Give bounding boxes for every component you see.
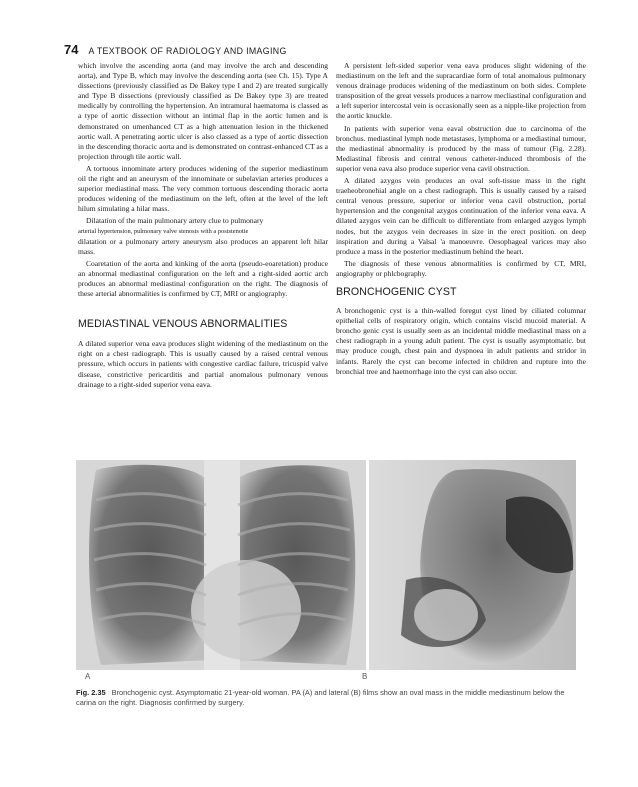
lateral-chest-film (369, 460, 576, 670)
caption-text: Bronchogenic cyst. Asymptomatic 21-year-old woman. PA (A) and lateral (B) films show an oval mass in the middle mediastinum below the carina on the right. Diagnosis confirmed by surgery. (76, 688, 565, 707)
paragraph: A dilated superior vena eava produces slight widening of the mediastinum on the right on a chest radiograph. This is usually caused by a raised central venous pressure, which occurs in patients with congestive cardiac failure, tricuspid valve disease, constrictive pericarditis and partial anomalous pulmonary venous drainage to a right-sided superior vena eava. (78, 339, 328, 389)
left-column (78, 61, 328, 392)
paragraph: A dilated azygos vein produces an oval soft-tissue mass in the right traeheobronehial angle on a chest radiograph. This is usually caused by a raised central venous pressure, superior or inferior vena cavil obstruction, portal hypertension and the congenital azygos continuation of the inferior vena eava. A dilated azygos vein can be difficult to differentiate from enlarged azygos lymph nodes, but the azygos vein decreases in size in the erect position. on deep inspiration and during a Valsal 'a manoeuvre. Oesophageal varices may also produce a mass in the posterior mediastinum behind the heart. (336, 176, 586, 256)
running-title: A TEXTBOOK OF RADIOLOGY AND IMAGING (88, 46, 287, 56)
paragraph: which involve the ascending aorta (and may involve the arch and descending aorta), and Type B, which may involve the descending aorta (see Ch. 15). Type A dissections (previously classified as De Bakey type I and 2) are treated surgically and Type B dissections (previously classified as De Bakey type 3) are treated medically by controlling the hypertension. An intramural haematoma is classed as a type of aortic dissection without an intimal flap in the aortic lumen and is demonstrated on umenhanced CT as a high attenuation lesion in the thickened aortic wall. A penetrating aortic ulcer is also classed as a type of aortic dissection in the descending thoracic aorta and is demonstrated on contrast-enhanced CT as a projection through tile aortic wall. (78, 61, 328, 161)
paragraph: A tortuous innominate artery produces widening of the superior mediastinum oil the right and an aneurysm of the innominate or subelavian arteries produces a superior mediastinal mass. The very common tortuous descending thoracic aorta produces widening of the mediastinum on the left, often at the level of the left hilum simulating a hilar mass. (78, 163, 328, 214)
paragraph: dilatation or a pulmonary artery aneurysm also produces an apparent left hilar mass. (78, 236, 328, 256)
paragraph: Dilatation of the main pulmonary artery clue to pulmonary (86, 216, 264, 226)
page-header (64, 42, 584, 58)
paragraph: arterial hypertension, pulmonary valve stenosis with a poststenotie (78, 227, 249, 235)
paragraph: A persistent left-sided superior vena eava produces slight widening of the mediastinum on the left and the supracardiae form of total anomalous pulmonary venous drainage produces widening of the mediastinum on both sides. Complete transposition of the great vessels produces a narrow mecliastinal configuration and a left superior intercostal vein is occasionally seen as a nipple-like projection from the aortic knuckle. (336, 61, 586, 121)
paragraph: A bronchogenic cyst is a thin-walled foregut cyst lined by ciliated columnar epithelial cells of respiratory origin, which contains viscid mucoid material. A broncho genic cyst is usually seen as an incidental middle mediastinal mass on a chest radiograph in a young adult patient. The cyst is usually asymptomatic. but may produce cough, chest pain and dyspnoea in adult patients and stridor in infants. Rarely the cyst can become infected in children and rupture into the bronchial tree and haemorrhage into the cyst can also occur. (336, 306, 586, 376)
figure-radiographs (76, 460, 576, 685)
panel-label-b: B (362, 672, 368, 681)
paragraph: The diagnosis of these venous abnormalities is confirmed by CT, MRI, angiography or phlcbography. (336, 258, 586, 278)
figure-caption (76, 688, 581, 708)
figure-number: Fig. 2.35 (76, 688, 106, 697)
paragraph: Coaretation of the aorta and kinking of the aorta (pseudo-eoaretation) produce an abnormal mediastinal configuration on the left and a right-sided aortic arch produces an abnormal mediastinal configuration on the right. The diagnosis of these arterial abnormalities is confirmed by CT, MRI or angiography. (78, 258, 328, 299)
paragraph: In patients with superior vena eaval obstruction due to carcinoma of the bronchus. mediastinal lymph node metastases, lymphoma or a mediastinal tumour, the mediastinal abnormality is produced by the mass of tumour (Fig. 2.28). Mediastinal fibrosis and central venous catheter-induced thrombosis of the superior vena eava also produce superior vena cavil obstruction. (336, 123, 586, 173)
radiograph-images (76, 460, 576, 685)
pa-chest-film (76, 460, 366, 670)
panel-label-a: A (85, 672, 91, 681)
right-column (336, 61, 586, 379)
section-heading: BRONCHOGENIC CYST (336, 285, 457, 298)
page-number: 74 (64, 42, 79, 57)
section-heading: MEDIASTINAL VENOUS ABNORMALITIES (78, 318, 288, 331)
